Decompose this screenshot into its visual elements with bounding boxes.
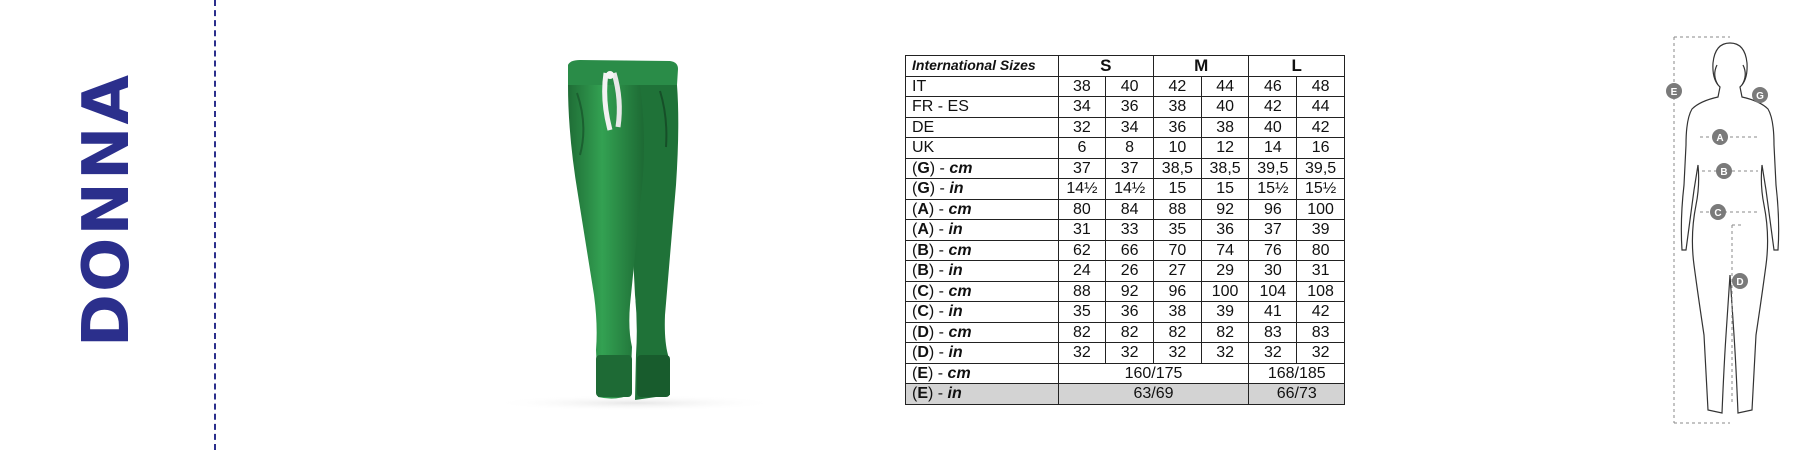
table-row bbox=[906, 261, 1345, 282]
measure-letter: E bbox=[917, 385, 928, 403]
size-column-header: S bbox=[1058, 56, 1153, 77]
table-cell: 14½ bbox=[1058, 179, 1106, 200]
measure-letter: G bbox=[917, 180, 930, 198]
table-cell: 83 bbox=[1297, 322, 1345, 343]
table-cell: 30 bbox=[1249, 261, 1297, 282]
measure-letter: A bbox=[917, 200, 929, 218]
table-cell: 104 bbox=[1249, 281, 1297, 302]
table-cell: 92 bbox=[1201, 199, 1249, 220]
table-cell: 42 bbox=[1154, 76, 1202, 97]
table-cell: 14½ bbox=[1106, 179, 1154, 200]
measure-unit: cm bbox=[948, 200, 972, 218]
table-cell: 44 bbox=[1201, 76, 1249, 97]
table-cell: 31 bbox=[1058, 220, 1106, 241]
measure-letter: D bbox=[917, 344, 929, 362]
table-row bbox=[906, 343, 1345, 364]
measure-unit: in bbox=[948, 303, 963, 321]
row-label: (C) - cm bbox=[906, 281, 1059, 302]
table-cell: 15 bbox=[1154, 179, 1202, 200]
table-cell: 26 bbox=[1106, 261, 1154, 282]
table-cell: 35 bbox=[1154, 220, 1202, 241]
table-row bbox=[906, 384, 1345, 405]
table-cell: 41 bbox=[1249, 302, 1297, 323]
svg-text:D: D bbox=[1736, 277, 1744, 288]
row-label: (E) - cm bbox=[906, 363, 1059, 384]
table-cell: 15½ bbox=[1297, 179, 1345, 200]
row-label: DE bbox=[906, 117, 1059, 138]
row-label: (B) - in bbox=[906, 261, 1059, 282]
table-row bbox=[906, 302, 1345, 323]
table-cell: 82 bbox=[1058, 322, 1106, 343]
table-cell: 108 bbox=[1297, 281, 1345, 302]
row-label: (G) - in bbox=[906, 179, 1059, 200]
table-row bbox=[906, 117, 1345, 138]
table-cell: 37 bbox=[1106, 158, 1154, 179]
table-cell: 36 bbox=[1201, 220, 1249, 241]
table-cell: 80 bbox=[1297, 240, 1345, 261]
table-cell: 82 bbox=[1154, 322, 1202, 343]
table-cell: 88 bbox=[1154, 199, 1202, 220]
table-cell: 16 bbox=[1297, 138, 1345, 159]
row-label: (C) - in bbox=[906, 302, 1059, 323]
table-cell: 92 bbox=[1106, 281, 1154, 302]
table-cell: 40 bbox=[1201, 97, 1249, 118]
measure-marker-d bbox=[1732, 273, 1748, 289]
table-row bbox=[906, 220, 1345, 241]
measure-unit: in bbox=[948, 221, 963, 239]
table-cell: 82 bbox=[1201, 322, 1249, 343]
table-cell: 96 bbox=[1154, 281, 1202, 302]
size-column-header: L bbox=[1249, 56, 1345, 77]
table-cell: 33 bbox=[1106, 220, 1154, 241]
table-cell: 32 bbox=[1249, 343, 1297, 364]
size-column-header: M bbox=[1154, 56, 1249, 77]
table-row bbox=[906, 179, 1345, 200]
measure-marker-e bbox=[1666, 83, 1682, 99]
table-cell: 36 bbox=[1106, 97, 1154, 118]
table-row bbox=[906, 240, 1345, 261]
table-cell: 66 bbox=[1106, 240, 1154, 261]
table-cell: 27 bbox=[1154, 261, 1202, 282]
table-cell: 32 bbox=[1154, 343, 1202, 364]
table-cell: 31 bbox=[1297, 261, 1345, 282]
table-cell: 62 bbox=[1058, 240, 1106, 261]
table-cell: 12 bbox=[1201, 138, 1249, 159]
table-cell: 70 bbox=[1154, 240, 1202, 261]
row-label: (D) - in bbox=[906, 343, 1059, 364]
row-label: (A) - cm bbox=[906, 199, 1059, 220]
table-cell: 32 bbox=[1058, 117, 1106, 138]
table-row bbox=[906, 281, 1345, 302]
table-row bbox=[906, 322, 1345, 343]
table-cell: 32 bbox=[1058, 343, 1106, 364]
table-cell: 82 bbox=[1106, 322, 1154, 343]
table-cell: 39 bbox=[1201, 302, 1249, 323]
measure-letter: B bbox=[917, 241, 929, 259]
table-cell: 14 bbox=[1249, 138, 1297, 159]
table-row bbox=[906, 363, 1345, 384]
table-cell: 44 bbox=[1297, 97, 1345, 118]
svg-text:G: G bbox=[1756, 91, 1764, 102]
table-cell: 83 bbox=[1249, 322, 1297, 343]
row-label: UK bbox=[906, 138, 1059, 159]
table-cell: 38 bbox=[1154, 302, 1202, 323]
table-cell: 40 bbox=[1249, 117, 1297, 138]
table-row bbox=[906, 97, 1345, 118]
table-cell: 84 bbox=[1106, 199, 1154, 220]
table-cell: 100 bbox=[1297, 199, 1345, 220]
row-label: (B) - cm bbox=[906, 240, 1059, 261]
measure-marker-b bbox=[1716, 163, 1732, 179]
table-cell: 42 bbox=[1297, 117, 1345, 138]
measure-unit: in bbox=[949, 180, 964, 198]
table-cell: 42 bbox=[1297, 302, 1345, 323]
measure-letter: E bbox=[917, 364, 928, 382]
body-measurement-figure bbox=[1660, 35, 1800, 425]
table-cell: 168/185 bbox=[1249, 363, 1345, 384]
table-cell: 74 bbox=[1201, 240, 1249, 261]
product-image bbox=[480, 55, 780, 420]
table-cell: 38 bbox=[1201, 117, 1249, 138]
table-cell: 36 bbox=[1154, 117, 1202, 138]
measure-unit: cm bbox=[949, 159, 973, 177]
table-cell: 76 bbox=[1249, 240, 1297, 261]
table-row bbox=[906, 158, 1345, 179]
table-cell: 35 bbox=[1058, 302, 1106, 323]
row-label: (G) - cm bbox=[906, 158, 1059, 179]
table-cell: 100 bbox=[1201, 281, 1249, 302]
measure-letter: C bbox=[917, 282, 929, 300]
table-cell: 6 bbox=[1058, 138, 1106, 159]
table-cell: 37 bbox=[1249, 220, 1297, 241]
table-cell: 39,5 bbox=[1249, 158, 1297, 179]
table-cell: 48 bbox=[1297, 76, 1345, 97]
measure-unit: in bbox=[948, 344, 963, 362]
table-cell: 39 bbox=[1297, 220, 1345, 241]
measure-unit: in bbox=[948, 262, 963, 280]
table-cell: 32 bbox=[1201, 343, 1249, 364]
table-cell: 8 bbox=[1106, 138, 1154, 159]
row-label: (A) - in bbox=[906, 220, 1059, 241]
page-title-container bbox=[70, 72, 144, 348]
measure-letter: B bbox=[917, 262, 929, 280]
table-cell: 32 bbox=[1106, 343, 1154, 364]
table-cell: 39,5 bbox=[1297, 158, 1345, 179]
svg-text:B: B bbox=[1720, 167, 1728, 178]
svg-text:E: E bbox=[1670, 87, 1678, 98]
table-cell: 40 bbox=[1106, 76, 1154, 97]
table-cell: 80 bbox=[1058, 199, 1106, 220]
table-cell: 37 bbox=[1058, 158, 1106, 179]
measure-unit: in bbox=[947, 385, 962, 403]
table-row bbox=[906, 199, 1345, 220]
row-label: IT bbox=[906, 76, 1059, 97]
measure-unit: cm bbox=[947, 364, 971, 382]
svg-text:A: A bbox=[1716, 133, 1724, 144]
measure-unit: cm bbox=[948, 323, 972, 341]
measure-letter: A bbox=[917, 221, 929, 239]
table-cell: 36 bbox=[1106, 302, 1154, 323]
page-title: DONNA bbox=[70, 72, 144, 348]
table-header-row bbox=[906, 56, 1345, 77]
table-cell: 88 bbox=[1058, 281, 1106, 302]
table-cell: 15 bbox=[1201, 179, 1249, 200]
measure-letter: G bbox=[917, 159, 930, 177]
measure-unit: cm bbox=[948, 241, 972, 259]
table-cell: 66/73 bbox=[1249, 384, 1345, 405]
row-label: (E) - in bbox=[906, 384, 1059, 405]
table-row bbox=[906, 138, 1345, 159]
table-cell: 15½ bbox=[1249, 179, 1297, 200]
measure-letter: C bbox=[917, 303, 929, 321]
table-cell: 34 bbox=[1058, 97, 1106, 118]
table-cell: 38,5 bbox=[1201, 158, 1249, 179]
table-cell: 38 bbox=[1154, 97, 1202, 118]
svg-text:C: C bbox=[1714, 208, 1722, 219]
table-cell: 24 bbox=[1058, 261, 1106, 282]
measure-marker-c bbox=[1710, 204, 1726, 220]
table-cell: 10 bbox=[1154, 138, 1202, 159]
measure-marker-a bbox=[1712, 129, 1728, 145]
table-cell: 38 bbox=[1058, 76, 1106, 97]
measure-unit: cm bbox=[948, 282, 972, 300]
row-label: FR - ES bbox=[906, 97, 1059, 118]
table-row bbox=[906, 76, 1345, 97]
table-cell: 32 bbox=[1297, 343, 1345, 364]
row-label: (D) - cm bbox=[906, 322, 1059, 343]
table-cell: 96 bbox=[1249, 199, 1297, 220]
table-cell: 29 bbox=[1201, 261, 1249, 282]
size-chart-table bbox=[905, 55, 1345, 405]
table-cell: 34 bbox=[1106, 117, 1154, 138]
table-cell: 42 bbox=[1249, 97, 1297, 118]
table-header-label: International Sizes bbox=[906, 56, 1059, 77]
measure-marker-g bbox=[1752, 87, 1768, 103]
table-cell: 160/175 bbox=[1058, 363, 1249, 384]
table-cell: 46 bbox=[1249, 76, 1297, 97]
table-cell: 38,5 bbox=[1154, 158, 1202, 179]
measure-letter: D bbox=[917, 323, 929, 341]
dashed-divider bbox=[214, 0, 216, 450]
table-cell: 63/69 bbox=[1058, 384, 1249, 405]
